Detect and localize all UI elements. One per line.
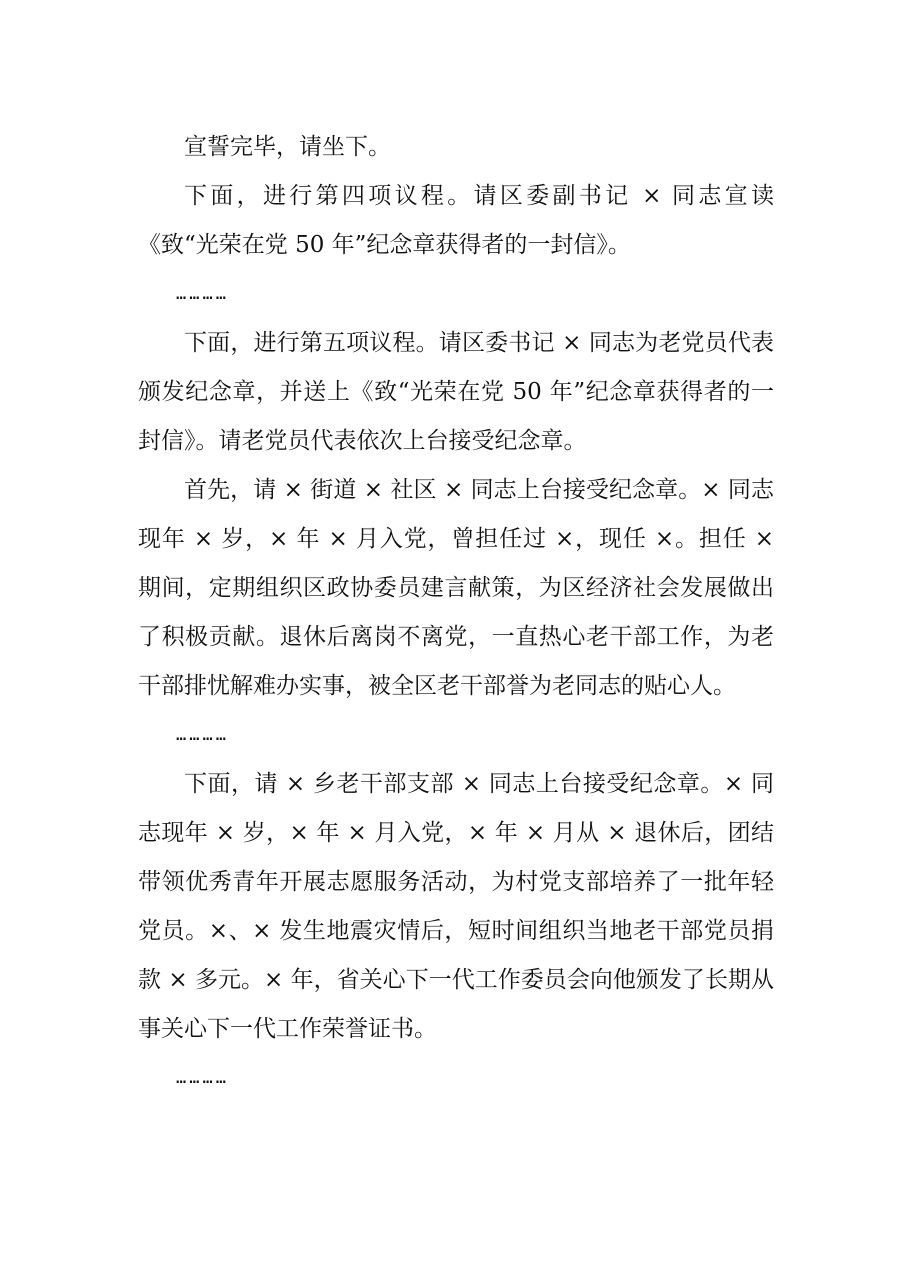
paragraph-first-recipient: 首先，请 × 街道 × 社区 × 同志上台接受纪念章。× 同志现年 × 岁，× 年 × 月入党，曾担任过 ×，现任 ×。担任 × 期间，定期组织区政协委员建言献策，为区经济社会发展做出了积极贡献。退休后离岗不离党，一直热心老干部工作，为老干部排忧解难办实事，被全区老干部誉为老同志的贴心人。 <box>138 477 774 699</box>
document-body <box>138 123 774 1103</box>
ellipsis-3: ………… <box>176 1068 229 1088</box>
paragraph-second-recipient: 下面，请 × 乡老干部支部 × 同志上台接受纪念章。× 同志现年 × 岁，× 年 × 月入党，× 年 × 月从 × 退休后，团结带领优秀青年开展志愿服务活动，为村党支部培养了一批年轻党员。×、× 发生地震灾情后，短时间组织当地老干部党员捐款 × 多元。× 年，省关心下一代工作委员会向他颁发了长期从事关心下一代工作荣誉证书。 <box>138 771 774 1042</box>
paragraph-agenda-item-5: 下面，进行第五项议程。请区委书记 × 同志为老党员代表颁发纪念章，并送上《致“光荣在党 50 年”纪念章获得者的一封信》。请老党员代表依次上台接受纪念章。 <box>138 330 774 454</box>
paragraph-agenda-item-4: 下面，进行第四项议程。请区委副书记 × 同志宣读《致“光荣在党 50 年”纪念章获得者的一封信》。 <box>138 183 774 258</box>
paragraph-oath-complete: 宣誓完毕，请坐下。 <box>184 134 391 160</box>
ellipsis-1: ………… <box>176 284 229 304</box>
ellipsis-2: ………… <box>176 725 229 745</box>
